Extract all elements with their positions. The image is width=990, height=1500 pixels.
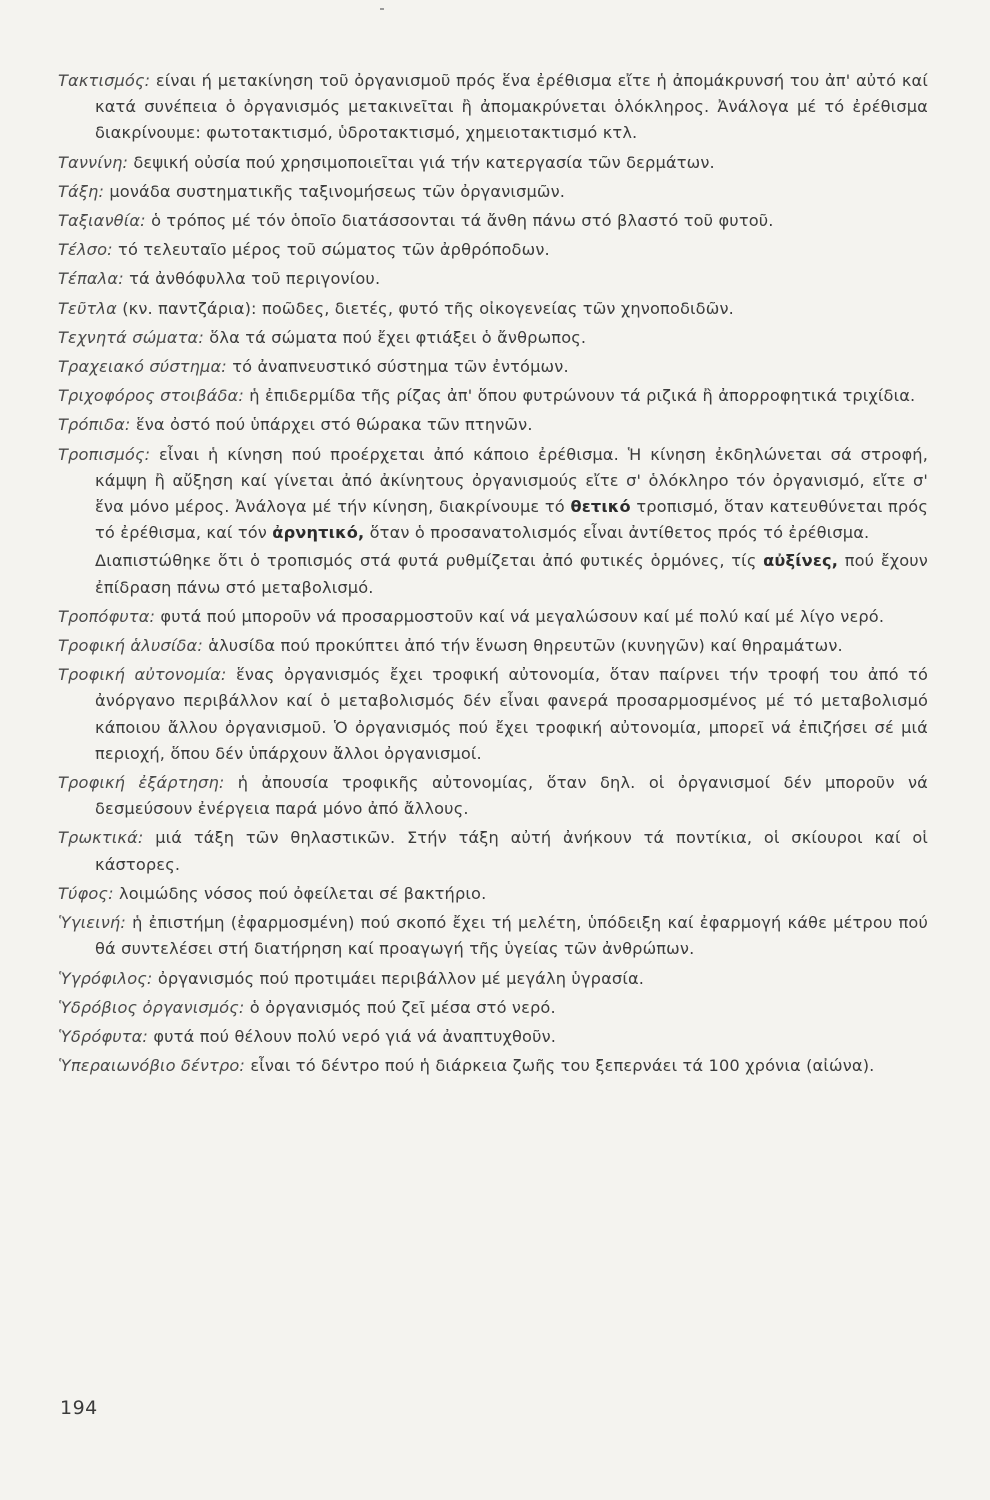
entry-definition: ὁ τρόπος μέ τόν ὁποῖο διατάσσονται τά ἄνθη πάνω στό βλαστό τοῦ φυτοῦ. [145, 211, 774, 231]
bold-term-auxins: αὐξίνες, [763, 551, 839, 571]
entry-definition: ὁ ὀργανισμός πού ζεῖ μέσα στό νερό. [244, 997, 556, 1017]
glossary-entry [58, 633, 928, 659]
glossary-entry [58, 1053, 928, 1079]
glossary-entry [58, 1024, 928, 1050]
entry-definition: εἶναι τό δέντρο πού ἡ διάρκεια ζωῆς του ξεπερνάει τά 100 χρόνια (αἰώνα). [245, 1056, 875, 1076]
entry-term: Ταξιανθία: [58, 211, 146, 231]
entry-definition: ἡ ἀπουσία τροφικῆς αὐτονομίας, ὅταν δηλ. οἱ ὀργανισμοί δέν μποροῦν νά δεσμεύσουν ἐνέργεια παρά μόνο ἀπό ἄλλους. [95, 773, 928, 819]
glossary-entry [58, 68, 928, 147]
entry-term: Τραχειακό σύστημα: [58, 357, 227, 377]
entry-definition: ἁλυσίδα πού προκύπτει ἀπό τήν ἕνωση θηρευτῶν (κυνηγῶν) καί θηραμάτων. [202, 636, 843, 656]
entry-definition: Διαπιστώθηκε ὅτι ὁ τροπισμός στά φυτά ρυθμίζεται ἀπό φυτικές ὁρμόνες, τίς [95, 551, 764, 571]
entry-definition: φυτά πού θέλουν πολύ νερό γιά νά ἀναπτυχθοῦν. [148, 1026, 557, 1046]
entry-term: Τροφική αὐτονομία: [58, 665, 227, 685]
glossary-entry [58, 266, 928, 292]
entry-term: Τριχοφόρος στοιβάδα: [58, 386, 244, 406]
entry-definition: ὅταν ὁ προσανατολισμός εἶναι ἀντίθετος πρός τό ἐρέθισμα. [364, 523, 870, 543]
entry-definition: τροπισμό, ὅταν κατευθύνεται πρός τό ἐρέθισμα, καί τόν [95, 497, 928, 543]
entry-term: Ὑδρόφυτα: [58, 1026, 149, 1046]
entry-term: Τροφική ἐξάρτηση: [58, 773, 225, 793]
glossary [58, 68, 928, 1082]
glossary-entry [58, 179, 928, 205]
entry-term: Τέπαλα: [58, 269, 124, 289]
entry-definition: ὅλα τά σώματα πού ἔχει φτιάξει ὁ ἄνθρωπος. [204, 327, 587, 347]
entry-term: Ὑγρόφιλος: [58, 968, 153, 988]
glossary-entry-tropismos [58, 442, 928, 601]
entry-definition: πού ἔχουν ἐπίδραση πάνω στό μεταβολισμό. [95, 551, 928, 597]
entry-term: Τάξη: [58, 181, 105, 201]
glossary-entry [58, 662, 928, 767]
glossary-entry [58, 995, 928, 1021]
entry-definition: λοιμώδης νόσος πού ὀφείλεται σέ βακτήριο. [113, 883, 487, 903]
glossary-entry [58, 604, 928, 630]
glossary-entry [58, 770, 928, 822]
glossary-entry [58, 383, 928, 409]
entry-definition: ἕνας ὀργανισμός ἔχει τροφική αὐτονομία, ὅταν παίρνει τήν τροφή του ἀπό τό ἀνόργανο περιβάλλον καί ὁ μεταβολισμός δέν εἶναι φανερά προσαρμοσμένος μέ τό μεταβολισμό κάποιου ἄλλου ὀργανισμοῦ. Ὁ ὀργανισμός πού ἔχει τροφική αὐτονομία, μπορεῖ νά ἐπιζήσει σέ μιά περιοχή, ὅπου δέν ὑπάρχουν ἄλλοι ὀργανισμοί. [95, 665, 928, 763]
entry-term: Ταννίνη: [58, 152, 129, 172]
glossary-entry [58, 825, 928, 877]
entry-term: Τεῦτλα [58, 298, 117, 318]
entry-term: Τροπόφυτα: [58, 606, 156, 626]
entry-definition: ὀργανισμός πού προτιμάει περιβάλλον μέ μεγάλη ὑγρασία. [152, 968, 645, 988]
entry-term: Ὑγιεινή: [58, 913, 126, 933]
glossary-entry [58, 354, 928, 380]
entry-definition: ἡ ἐπιστήμη (ἐφαρμοσμένη) πού σκοπό ἔχει τή μελέτη, ὑπόδειξη καί ἐφαρμογή κάθε μέτρου πού θά συντελέσει στή διατήρηση καί προαγωγή τῆς ὑγείας τῶν ἀνθρώπων. [95, 913, 928, 959]
entry-term: Τέλσο: [58, 240, 113, 260]
entry-definition: μιά τάξη τῶν θηλαστικῶν. Στήν τάξη αὐτή ἀνήκουν τά ποντίκια, οἱ σκίουροι καί οἱ κάστορες. [95, 828, 928, 874]
entry-definition: (κν. παντζάρια): ποῶδες, διετές, φυτό τῆς οἰκογενείας τῶν χηνοποδιδῶν. [116, 298, 734, 318]
entry-definition: ἡ ἐπιδερμίδα τῆς ρίζας ἀπ' ὅπου φυτρώνουν τά ριζικά ἢ ἀπορροφητικά τριχίδια. [243, 386, 916, 406]
glossary-entry [58, 208, 928, 234]
bold-term-positive: θετικό [570, 497, 631, 517]
entry-definition: μονάδα συστηματικῆς ταξινομήσεως τῶν ὀργανισμῶν. [104, 181, 566, 201]
glossary-entry [58, 296, 928, 322]
entry-definition: τό τελευταῖο μέρος τοῦ σώματος τῶν ἀρθρόποδων. [112, 240, 550, 260]
entry-definition: είναι ή μετακίνηση τοῦ ὀργανισμοῦ πρός ἕνα ἐρέθισμα εἴτε ἡ ἀπομάκρυνσή του ἀπ' αὐτό καί κατά συνέπεια ὁ ὀργανισμός μετακινεῖται ἢ ἀπομακρύνεται ὁλόκληρος. Ἀνάλογα μέ τό ἐρέθισμα διακρίνουμε: φωτοτακτισμό, ὑδροτακτισμό, χημειοτακτισμό κτλ. [95, 71, 928, 143]
entry-term: Τροφική ἁλυσίδα: [58, 636, 203, 656]
glossary-entry [58, 412, 928, 438]
glossary-entry [58, 150, 928, 176]
top-mark [380, 8, 384, 10]
entry-term: Ὑπεραιωνόβιο δέντρο: [58, 1056, 246, 1076]
glossary-entry [58, 325, 928, 351]
glossary-entry [58, 237, 928, 263]
entry-term: Τακτισμός: [58, 71, 151, 90]
entry-term: Ὑδρόβιος ὀργανισμός: [58, 997, 245, 1017]
entry-definition: δεψική οὐσία πού χρησιμοποιεῖται γιά τήν κατεργασία τῶν δερμάτων. [128, 152, 715, 172]
entry-term: Τύφος: [58, 883, 114, 903]
glossary-entry [58, 966, 928, 992]
entry-term: Τρόπιδα: [58, 415, 131, 435]
entry-term: Τροπισμός: [58, 444, 151, 464]
entry-definition: εἶναι ἡ κίνηση πού προέρχεται ἀπό κάποιο ἐρέθισμα. Ἡ κίνηση ἐκδηλώνεται σά στροφή, κάμψη ἢ αὔξηση καί γίνεται ἀπό ἀκίνητους ὀργανισμούς εἴτε σ' ὁλόκληρο τόν ὀργανισμό, εἴτε σ' ἕνα μόνο μέρος. Ἀνάλογα μέ τήν κίνηση, διακρίνουμε τό [95, 444, 928, 517]
entry-term: Τεχνητά σώματα: [58, 327, 204, 347]
entry-definition: τό ἀναπνευστικό σύστημα τῶν ἐντόμων. [226, 357, 569, 377]
glossary-entry [58, 910, 928, 962]
bold-term-negative: ἀρνητικό, [272, 523, 365, 543]
glossary-entry [58, 881, 928, 907]
entry-definition: ἕνα ὀστό πού ὑπάρχει στό θώρακα τῶν πτηνῶν. [130, 415, 533, 435]
entry-term: Τρωκτικά: [58, 828, 144, 848]
page-number: 194 [60, 1397, 98, 1419]
entry-definition: φυτά πού μποροῦν νά προσαρμοστοῦν καί νά μεγαλώσουν καί μέ πολύ καί μέ λίγο νερό. [155, 606, 885, 626]
entry-definition: τά ἀνθόφυλλα τοῦ περιγονίου. [123, 269, 381, 289]
entry-subparagraph [95, 548, 928, 600]
